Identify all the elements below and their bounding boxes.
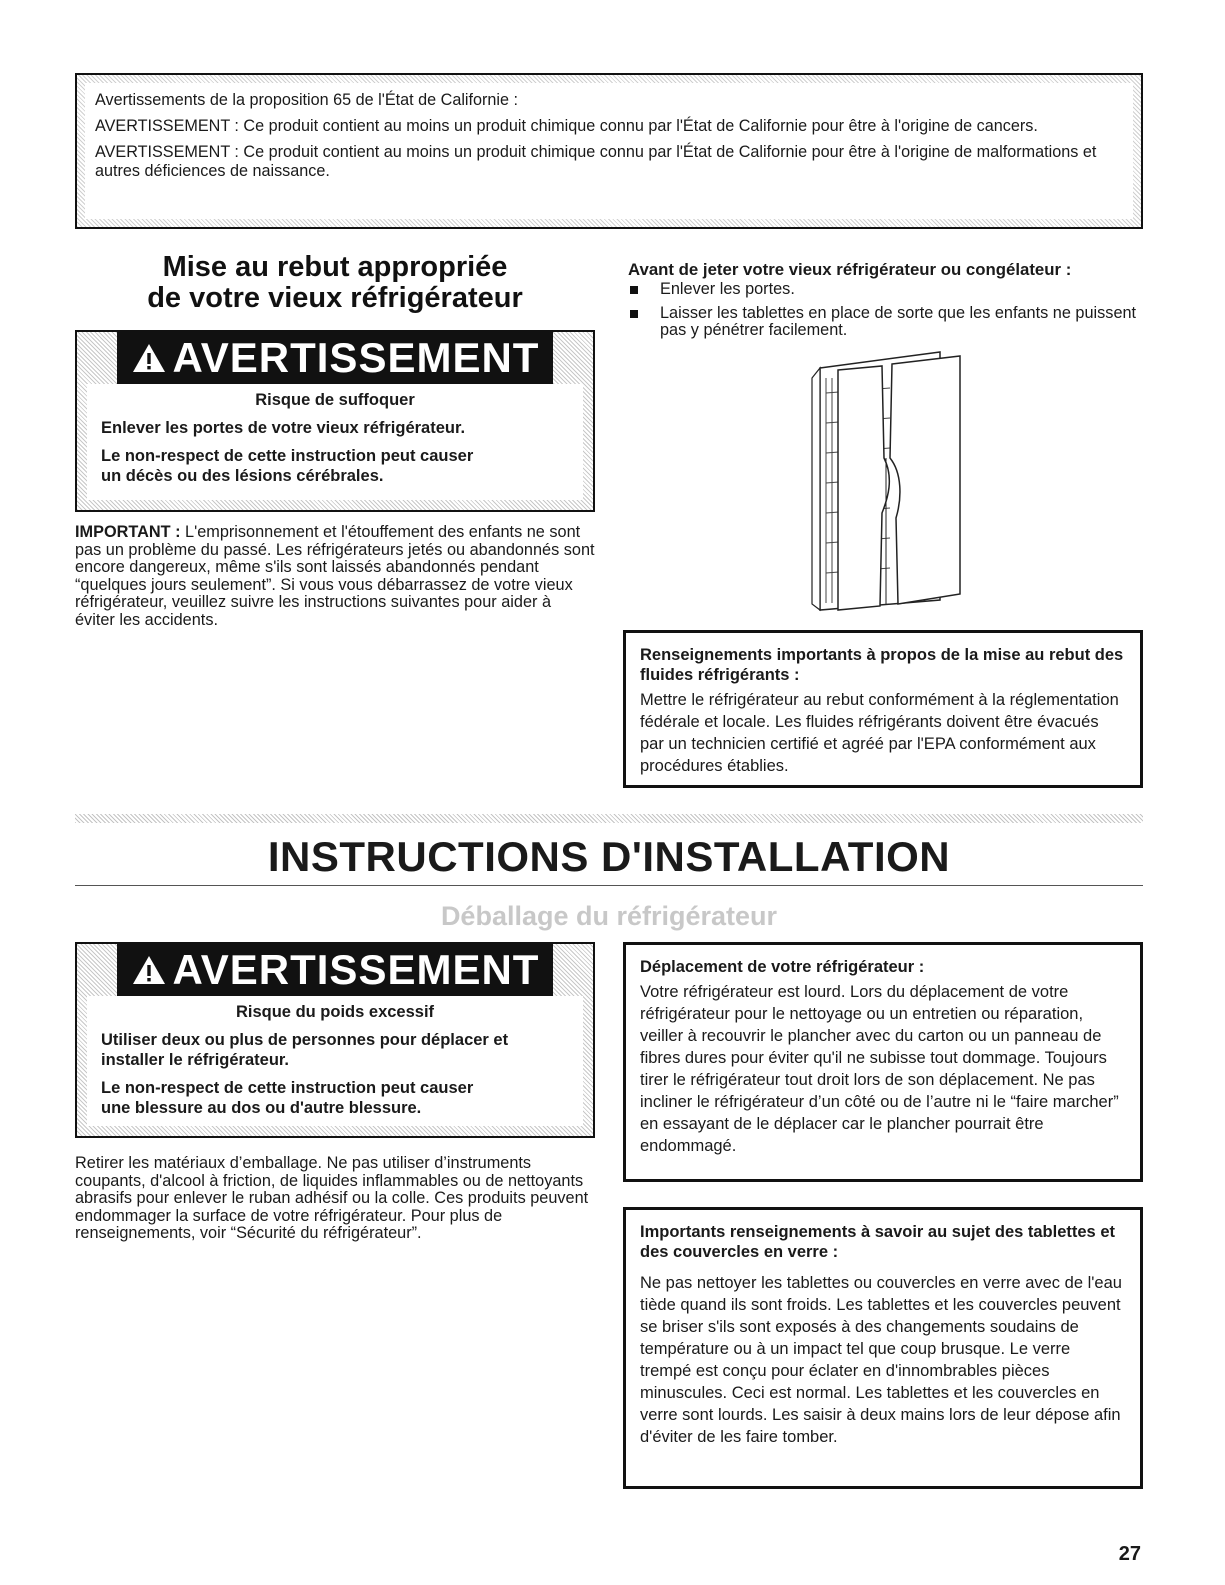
important-paragraph <box>75 524 595 629</box>
moving-title: Déplacement de votre réfrigérateur : <box>640 958 925 976</box>
installation-title: INSTRUCTIONS D'INSTALLATION <box>267 833 951 880</box>
warning-banner-text: AVERTISSEMENT <box>172 946 540 993</box>
refrigerant-info-box <box>623 630 1143 788</box>
prop65-warning-box <box>75 73 1143 229</box>
warning-instruction: Enlever les portes de votre vieux réfrigérateur. <box>101 419 466 437</box>
warning-triangle-icon <box>131 342 167 374</box>
important-text: L'emprisonnement et l'étouffement des enfants ne sont pas un problème du passé. Les réfrigérateurs jetés ou abandonnés sont encore dangereux, même s'ils sont laissés abandonnés pendant “quelques jours seulement”. Si vous vous débarrassez de votre vieux réfrigérateur, veuillez suivre les instructions suivantes pour aider à éviter les accidents. <box>75 523 595 629</box>
warning-hazard: Risque du poids excessif <box>235 1003 435 1021</box>
warning-triangle-icon <box>131 954 167 986</box>
suffocation-warning-box <box>75 330 595 512</box>
warning-banner-text: AVERTISSEMENT <box>172 334 540 381</box>
warning-instruction <box>101 1030 569 1070</box>
prop65-warning-cancer: AVERTISSEMENT : Ce produit contient au moins un produit chimique connu par l'État de Californie pour être à l'origine de cancers. <box>95 117 1038 135</box>
excess-weight-warning-box <box>75 942 595 1138</box>
section-separator <box>75 814 1143 823</box>
refrigerant-title: Renseignements importants à propos de la mise au rebut des fluides réfrigérants : <box>640 646 1124 684</box>
glass-shelves-info-box <box>623 1207 1143 1489</box>
title-rule <box>75 885 1143 886</box>
page-number: 27 <box>1118 1543 1141 1565</box>
warning-consequence-line2: un décès ou des lésions cérébrales. <box>101 467 384 485</box>
warning-instruction-line1: Utiliser deux ou plus de personnes pour déplacer et <box>101 1031 509 1049</box>
disposal-heading <box>75 252 595 314</box>
disposal-heading-line1: Mise au rebut appropriée <box>162 251 508 283</box>
moving-info-box <box>623 942 1143 1182</box>
before-disposal-section <box>628 260 1143 346</box>
prop65-warning-birth-defects: AVERTISSEMENT : Ce produit contient au moins un produit chimique connu par l'État de Californie pour être à l'origine de malformations et autres déficiences de naissance. <box>95 143 1097 180</box>
warning-banner <box>117 944 554 996</box>
warning-consequence-line2: une blessure au dos ou d'autre blessure. <box>101 1099 422 1117</box>
prop65-intro: Avertissements de la proposition 65 de l'État de Californie : <box>95 91 519 109</box>
disposal-heading-line2: de votre vieux réfrigérateur <box>147 282 523 314</box>
important-label: IMPORTANT : <box>75 523 181 541</box>
warning-consequence <box>101 446 569 486</box>
warning-consequence-line1: Le non-respect de cette instruction peut causer <box>101 1079 474 1097</box>
warning-banner <box>117 332 554 384</box>
list-item: Laisser les tablettes en place de sorte que les enfants ne puissent pas y pénétrer facilement. <box>628 305 1143 340</box>
list-item: Enlever les portes. <box>628 281 1143 299</box>
warning-consequence-line1: Le non-respect de cette instruction peut causer <box>101 447 474 465</box>
refrigerant-body: Mettre le réfrigérateur au rebut conformément à la réglementation fédérale et locale. Les fluides réfrigérants doivent être évacués par un technicien certifié et agréé par l'EPA conformément aux procédures établies. <box>640 691 1119 775</box>
refrigerator-doors-removed-illustration <box>790 348 970 620</box>
before-disposal-list <box>628 281 1143 340</box>
moving-body: Votre réfrigérateur est lourd. Lors du déplacement de votre réfrigérateur pour le nettoyage ou un entretien ou réparation, veiller à recouvrir le plancher avec du carton ou un panneau de fibres dures pour éviter qu'il ne subisse tout dommage. Toujours tirer le réfrigérateur tout droit lors de son déplacement. Ne pas incliner le réfrigérateur d’un côté ou de l’autre ni le “faire marcher” en essayant de le déplacer car le plancher pourrait être endommagé. <box>640 983 1119 1155</box>
unpacking-subtitle: Déballage du réfrigérateur <box>440 901 778 931</box>
packaging-paragraph: Retirer les matériaux d’emballage. Ne pas utiliser d’instruments coupants, d'alcool à friction, de liquides inflammables ou de nettoyants abrasifs pour enlever le ruban adhésif ou la colle. Ces produits peuvent endommager la surface de votre réfrigérateur. Pour plus de renseignements, voir “Sécurité du réfrigérateur”. <box>75 1154 589 1242</box>
glass-body: Ne pas nettoyer les tablettes ou couvercles en verre avec de l'eau tiède quand ils sont froids. Les tablettes et les couvercles peuvent se briser s'ils sont exposés à des changements soudains de température ou à un impact tel que coup brusque. Le verre trempé est conçu pour éclater en d'innombrables pièces minuscules. Ceci est normal. Les tablettes et les couvercles en verre sont lourds. Les saisir à deux mains lors de leur dépose afin d'éviter de les faire tomber. <box>640 1274 1122 1446</box>
warning-consequence <box>101 1078 569 1118</box>
before-disposal-title: Avant de jeter votre vieux réfrigérateur ou congélateur : <box>628 260 1072 279</box>
warning-instruction-line2: installer le réfrigérateur. <box>101 1051 290 1069</box>
warning-hazard: Risque de suffoquer <box>255 391 415 409</box>
glass-title: Importants renseignements à savoir au sujet des tablettes et des couvercles en verre : <box>640 1223 1115 1261</box>
